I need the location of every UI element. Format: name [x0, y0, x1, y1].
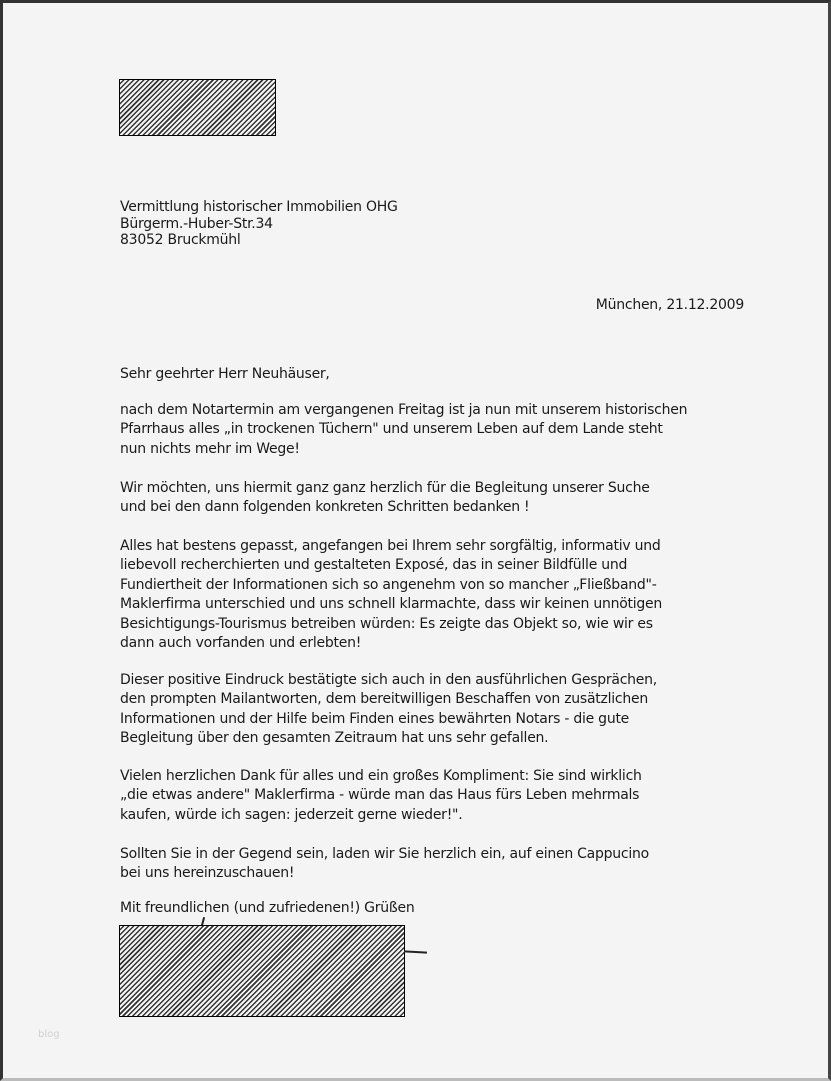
- paragraph-3: [120, 537, 662, 653]
- text-line: „die etwas andere" Maklerfirma - würde man das Haus fürs Leben mehrmals: [120, 787, 640, 804]
- text-line: Dieser positive Eindruck bestätigte sich auch in den ausführlichen Gesprächen,: [120, 672, 657, 688]
- text-line: Wir möchten, uns hiermit ganz ganz herzlich für die Begleitung unserer Suche: [120, 480, 650, 496]
- text-line: kaufen, würde ich sagen: jederzeit gerne wieder!".: [120, 806, 463, 823]
- paragraph-5: [120, 767, 642, 825]
- text-line: bei uns hereinzuschauen!: [120, 865, 295, 882]
- text-line: dann auch vorfanden und erlebten!: [120, 634, 362, 651]
- salutation-text: Sehr geehrter Herr Neuhäuser,: [120, 366, 330, 382]
- text-line: Begleitung über den gesamten Zeitraum hat uns sehr gefallen.: [120, 730, 549, 747]
- text-line: liebevoll recherchierten und gestalteten Exposé, das in seiner Bildfülle und: [120, 557, 628, 574]
- text-line: Fundiertheit der Informationen sich so angenehm von so mancher „Fließband"-: [120, 576, 657, 593]
- paragraph-6: [120, 845, 649, 884]
- closing: [120, 899, 414, 918]
- redacted-signature: [119, 925, 405, 1017]
- text-line: Maklerfirma unterschied und uns schnell klarmachte, dass wir keinen unnötigen: [120, 596, 663, 613]
- paragraph-4: [120, 671, 657, 749]
- redacted-sender-block: [119, 79, 276, 136]
- text-line: nun nichts mehr im Wege!: [120, 440, 300, 457]
- text-line: Besichtigungs-Tourismus betreiben würden: Es zeigte das Objekt so, wie wir es: [120, 615, 653, 632]
- text-line: und bei den dann folgenden konkreten Schritten bedanken !: [120, 499, 530, 516]
- text-line: Sollten Sie in der Gegend sein, laden wir Sie herzlich ein, auf einen Cappucino: [120, 846, 649, 862]
- text-line: Pfarrhaus alles „in trockenen Tüchern" und unserem Leben auf dem Lande steht: [120, 421, 663, 438]
- text-line: Alles hat bestens gepasst, angefangen bei Ihrem sehr sorgfältig, informativ und: [120, 538, 661, 554]
- address-line: 83052 Bruckmühl: [120, 232, 241, 248]
- text-line: den prompten Mailantworten, dem bereitwilligen Beschaffen von zusätzlichen: [120, 691, 648, 708]
- watermark: blog: [38, 1029, 60, 1040]
- text-line: nach dem Notartermin am vergangenen Freitag ist ja nun mit unserem historischen: [120, 402, 688, 418]
- paragraph-1: [120, 401, 687, 459]
- address-line: Bürgerm.-Huber-Str.34: [120, 215, 273, 232]
- closing-text: Mit freundlichen (und zufriedenen!) Grüßen: [120, 900, 415, 916]
- paragraph-2: [120, 479, 650, 518]
- text-line: Vielen herzlichen Dank für alles und ein großes Kompliment: Sie sind wirklich: [120, 768, 642, 784]
- recipient-address: [120, 199, 398, 249]
- text-line: Informationen und der Hilfe beim Finden eines bewährten Notars - die gute: [120, 710, 630, 727]
- letter-date: München, 21.12.2009: [595, 297, 744, 313]
- salutation: [120, 365, 330, 384]
- address-line: Vermittlung historischer Immobilien OHG: [120, 199, 398, 215]
